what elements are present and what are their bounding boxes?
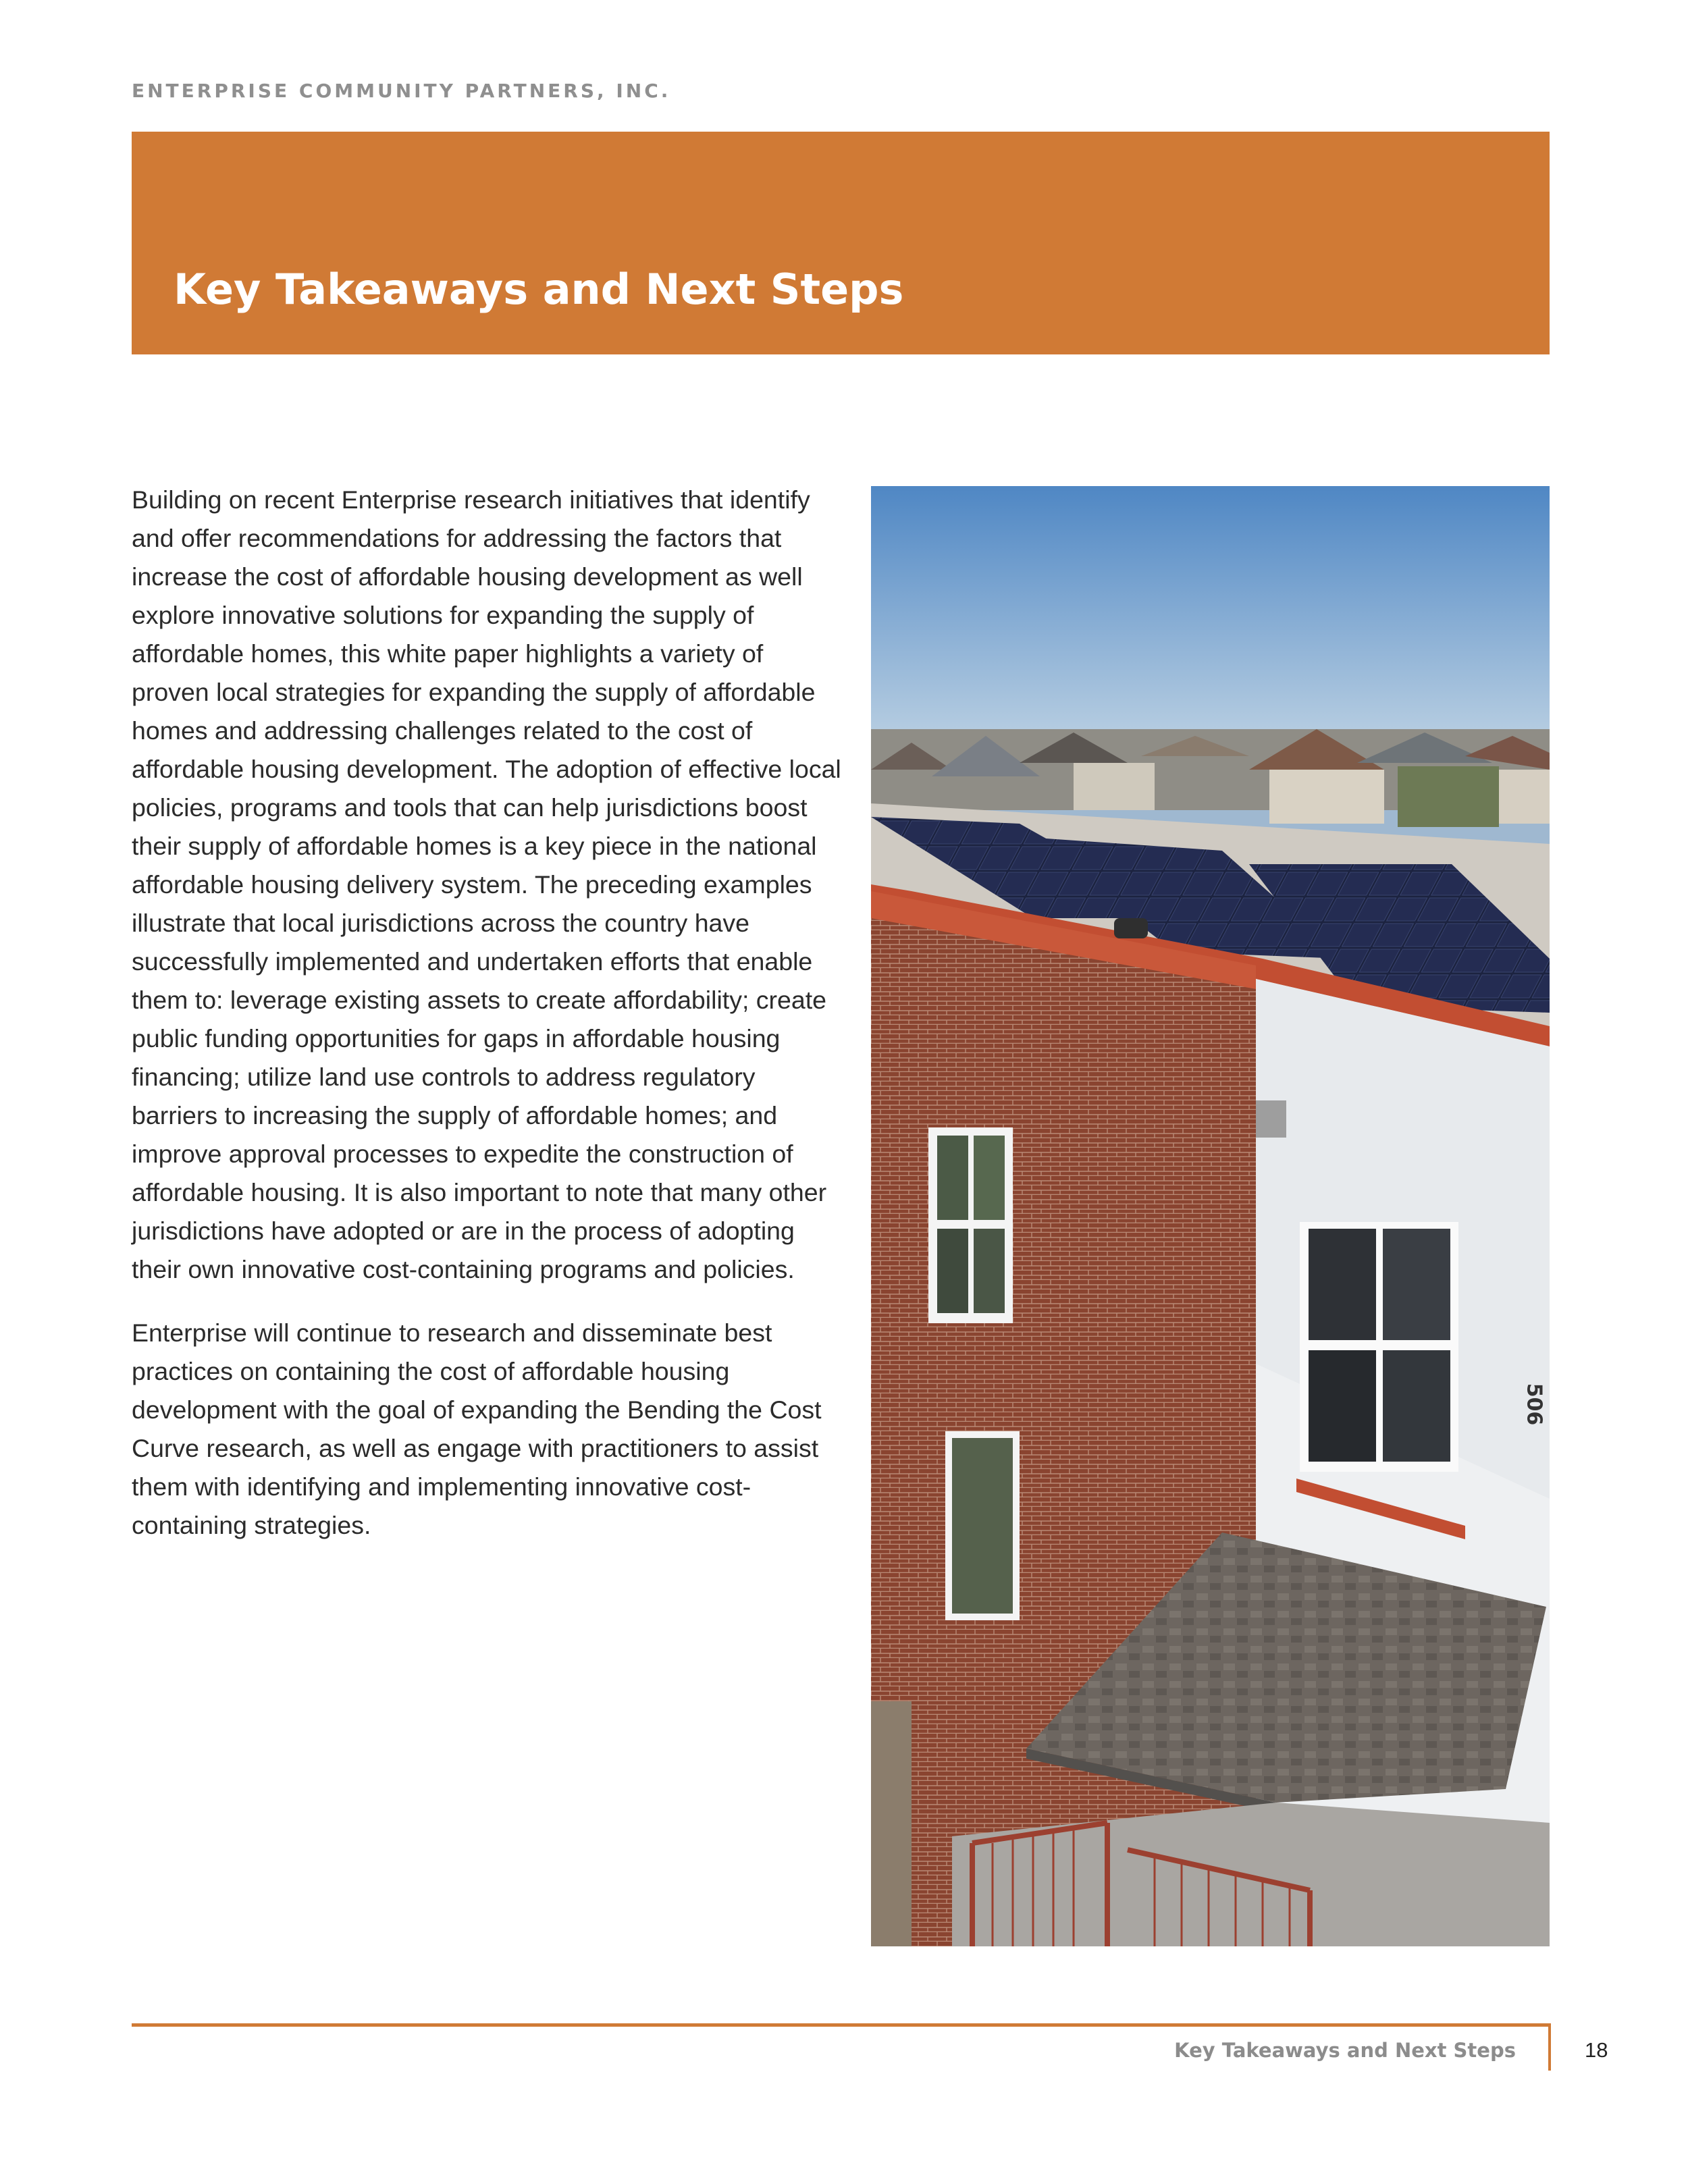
body-paragraph-2: Enterprise will continue to research and disseminate best practices on containing the cost of affordable housing development with the goal of expanding the Bending the Cost Curve research, as well as engage with practitioners to assist them with identifying and implementing innovative cost-containing strategies.: [132, 1319, 822, 1539]
org-name: ENTERPRISE COMMUNITY PARTNERS, INC.: [132, 80, 671, 102]
footer-section-title: Key Takeaways and Next Steps: [1174, 2039, 1516, 2062]
address-digits: 506: [1522, 1383, 1546, 1426]
footer-divider: [1548, 2023, 1551, 2071]
building-photo-illustration: [871, 486, 1550, 1946]
page-title: Key Takeaways and Next Steps: [174, 265, 904, 314]
body-text: [132, 481, 847, 1570]
footer-rule: [132, 2023, 1548, 2027]
body-paragraph-1: Building on recent Enterprise research initiatives that identify and offer recommendations for addressing the factors that increase the cost of affordable housing development as well explore innovative solutions for expanding the supply of affordable homes, this white paper highlights a variety of proven local strategies for expanding the supply of affordable homes and addressing challenges related to the cost of affordable housing development. The adoption of effective local policies, programs and tools that can help jurisdictions boost their supply of affordable homes is a key piece in the national affordable housing delivery system. The preceding examples illustrate that local jurisdictions across the country have successfully implemented and undertaken efforts that enable them to: leverage existing assets to create affordability; create public funding opportunities for gaps in affordable housing financing; utilize land use controls to address regulatory barriers to increasing the supply of affordable homes; and improve approval processes to expedite the construction of affordable housing. It is also important to note that many other jurisdictions have adopted or are in the process of adopting their own innovative cost-containing programs and policies.: [132, 485, 841, 1283]
page-number: 18: [1585, 2038, 1608, 2062]
title-banner: [132, 132, 1550, 354]
building-photo: [871, 486, 1550, 1946]
